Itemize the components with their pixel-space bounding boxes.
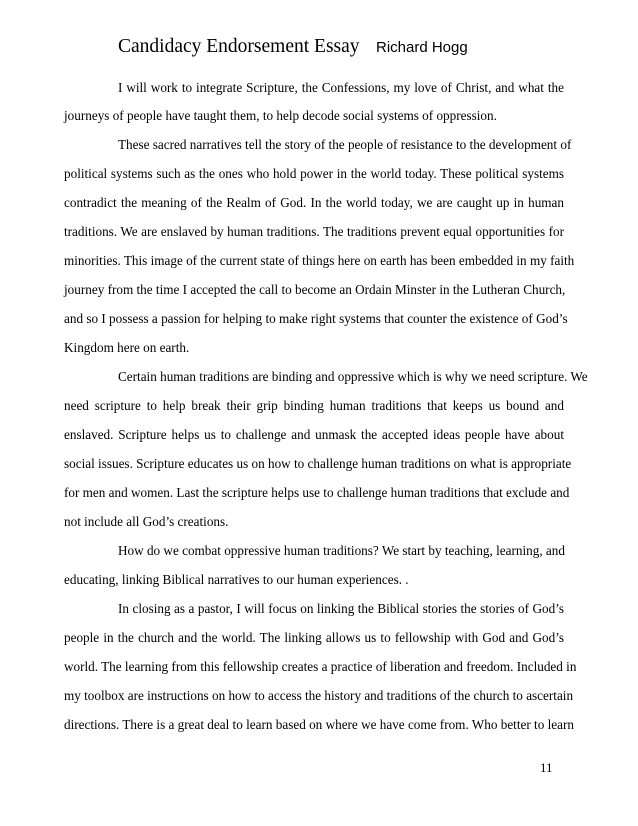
text-line: and so I possess a passion for helping to make right systems that counter the existence of God’s xyxy=(64,311,568,326)
text-line: political systems such as the ones who hold power in the world today. These political systems xyxy=(64,166,564,181)
text-line: for men and women. Last the scripture helps use to challenge human traditions that exclude and xyxy=(64,485,570,500)
text-line: minorities. This image of the current state of things here on earth has been embedded in my faith xyxy=(64,253,575,268)
text-line: need scripture to help break their grip binding human traditions that keeps us bound and xyxy=(64,398,564,413)
text-line: not include all God’s creations. xyxy=(64,514,229,529)
text-line: journeys of people have taught them, to help decode social systems of oppression. xyxy=(64,108,497,123)
page-header xyxy=(118,36,588,66)
text-line: journey from the time I accepted the call to become an Ordain Minster in the Lutheran Church, xyxy=(64,282,566,297)
text-line: educating, linking Biblical narratives to our human experiences. . xyxy=(64,572,409,587)
page-number: 11 xyxy=(540,760,553,775)
essay-title: Candidacy Endorsement Essay xyxy=(118,36,360,57)
text-line: my toolbox are instructions on how to access the history and traditions of the church to ascertain xyxy=(64,688,574,703)
text-line: In closing as a pastor, I will focus on linking the Biblical stories the stories of God’s xyxy=(118,601,564,616)
text-line: How do we combat oppressive human traditions? We start by teaching, learning, and xyxy=(118,543,565,558)
text-line: I will work to integrate Scripture, the Confessions, my love of Christ, and what the xyxy=(118,80,564,95)
text-line: Kingdom here on earth. xyxy=(64,340,190,355)
text-line: directions. There is a great deal to learn based on where we have come from. Who better to learn xyxy=(64,717,574,732)
author-name: Richard Hogg xyxy=(376,39,468,56)
text-line: traditions. We are enslaved by human traditions. The traditions prevent equal opportunities for xyxy=(64,224,564,239)
text-line: contradict the meaning of the Realm of God. In the world today, we are caught up in human xyxy=(64,195,564,210)
text-line: These sacred narratives tell the story of the people of resistance to the development of xyxy=(118,137,572,152)
text-line: people in the church and the world. The linking allows us to fellowship with God and God’s xyxy=(64,630,564,645)
text-line: world. The learning from this fellowship creates a practice of liberation and freedom. Included in xyxy=(64,659,577,674)
text-line: enslaved. Scripture helps us to challenge and unmask the accepted ideas people have about xyxy=(64,427,564,442)
text-line: Certain human traditions are binding and oppressive which is why we need scripture. We xyxy=(118,369,588,384)
text-line: social issues. Scripture educates us on how to challenge human traditions on what is appropriate xyxy=(64,456,572,471)
